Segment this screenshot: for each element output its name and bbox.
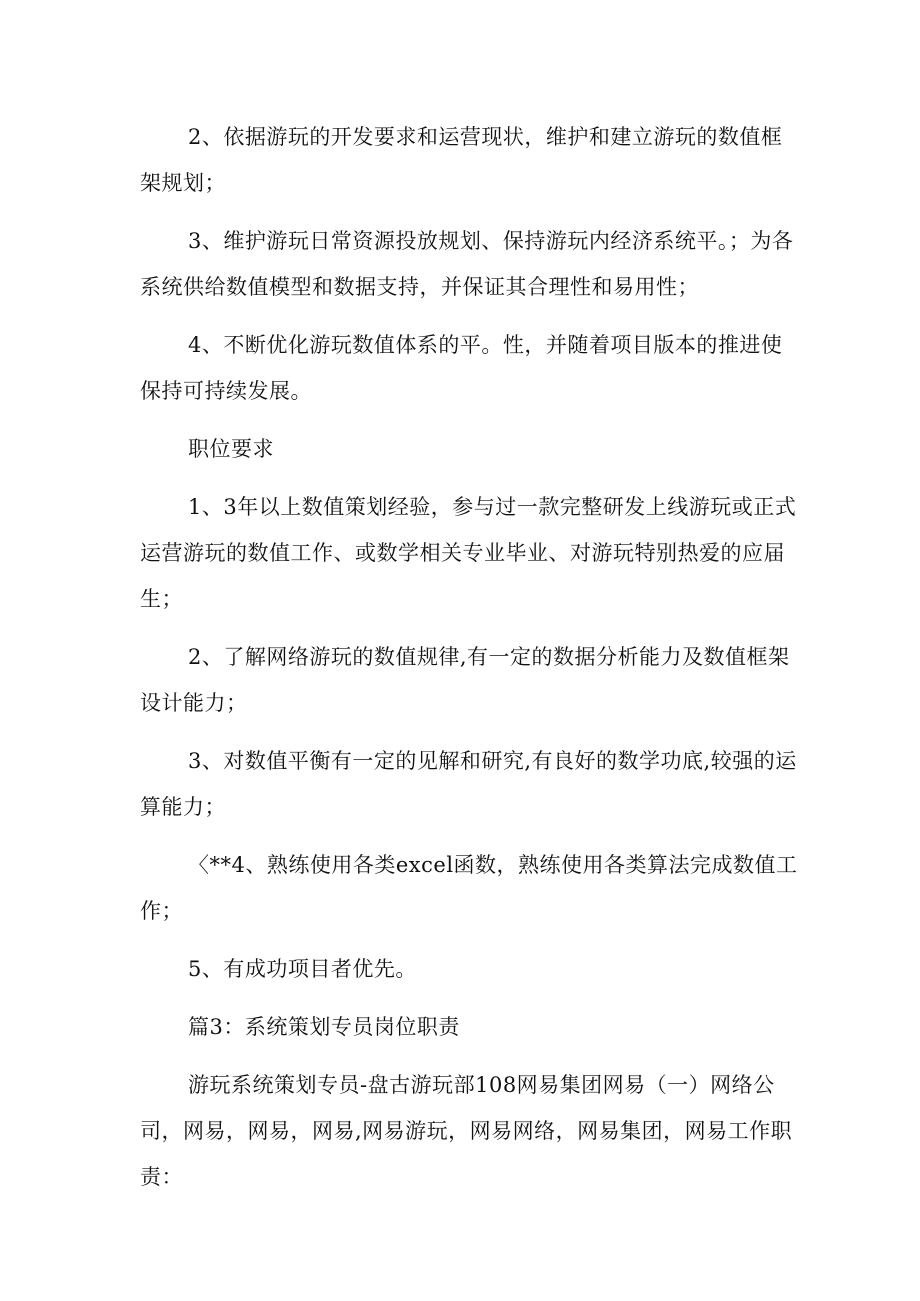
paragraph-requirement-5: 5、有成功项目者优先。 [188,957,417,981]
paragraph-requirement-4: 〈**4、熟练使用各类excel函数，熟练使用各类算法完成数值工作； [140,853,798,923]
paragraph-job-intro: 游玩系统策划专员-盘古游玩部108网易集团网易（一）网络公司，网易，网易，网易,网易游玩，网易网络，网易集团，网易工作职责： [140,1073,793,1189]
paragraph-requirement-3: 3、对数值平衡有一定的见解和研究,有良好的数学功底,较强的运算能力； [140,749,797,819]
paragraph-duty-3: 3、维护游玩日常资源投放规划、保持游玩内经济系统平。；为各系统供给数值模型和数据支持，并保证其合理性和易用性； [140,229,794,299]
document-body [140,114,800,1212]
paragraph-duty-2: 2、依据游玩的开发要求和运营现状，维护和建立游玩的数值框架规划； [140,125,783,195]
section-heading-part-3: 篇3：系统策划专员岗位职责 [188,1015,460,1039]
paragraph-duty-4: 4、不断优化游玩数值体系的平。性，并随着项目版本的推进使保持可持续发展。 [140,333,783,403]
section-heading-requirements: 职位要求 [188,437,274,461]
paragraph-requirement-1: 1、3年以上数值策划经验，参与过一款完整研发上线游玩或正式运营游玩的数值工作、或数学相关专业毕业、对游玩特别热爱的应届生； [140,495,797,611]
paragraph-requirement-2: 2、了解网络游玩的数值规律,有一定的数据分析能力及数值框架设计能力； [140,645,790,715]
